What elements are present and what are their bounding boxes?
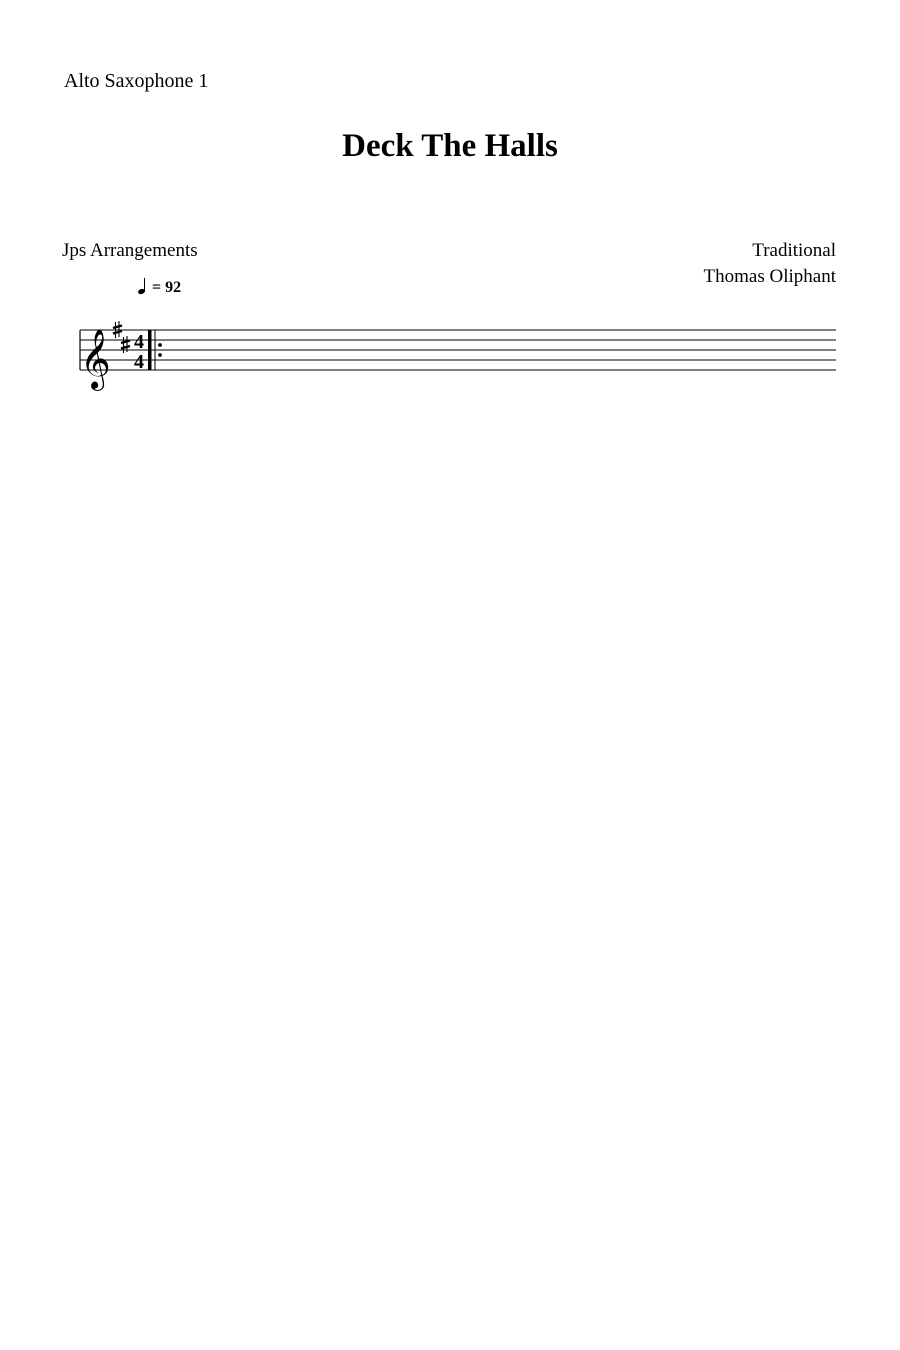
- composer-line-1: Traditional: [752, 240, 836, 261]
- repeat-thick-bar: [148, 330, 152, 370]
- part-name: Alto Saxophone 1: [64, 70, 209, 92]
- page-title: Deck The Halls: [342, 128, 558, 164]
- sharp-bar: [113, 331, 122, 334]
- repeat-dot: [158, 353, 162, 357]
- repeat-dot: [158, 343, 162, 347]
- time-signature-top: 4: [134, 331, 144, 353]
- staff-system: [80, 321, 836, 391]
- tempo-value: = 92: [152, 279, 182, 296]
- composer-line-2: Thomas Oliphant: [703, 266, 836, 287]
- treble-clef-icon: 𝄞: [80, 329, 111, 389]
- time-signature-bottom: 4: [134, 351, 144, 373]
- arranger: Jps Arrangements: [62, 240, 198, 261]
- sharp-bar: [121, 341, 130, 344]
- sharp-bar: [121, 346, 130, 349]
- sharp-bar: [113, 326, 122, 329]
